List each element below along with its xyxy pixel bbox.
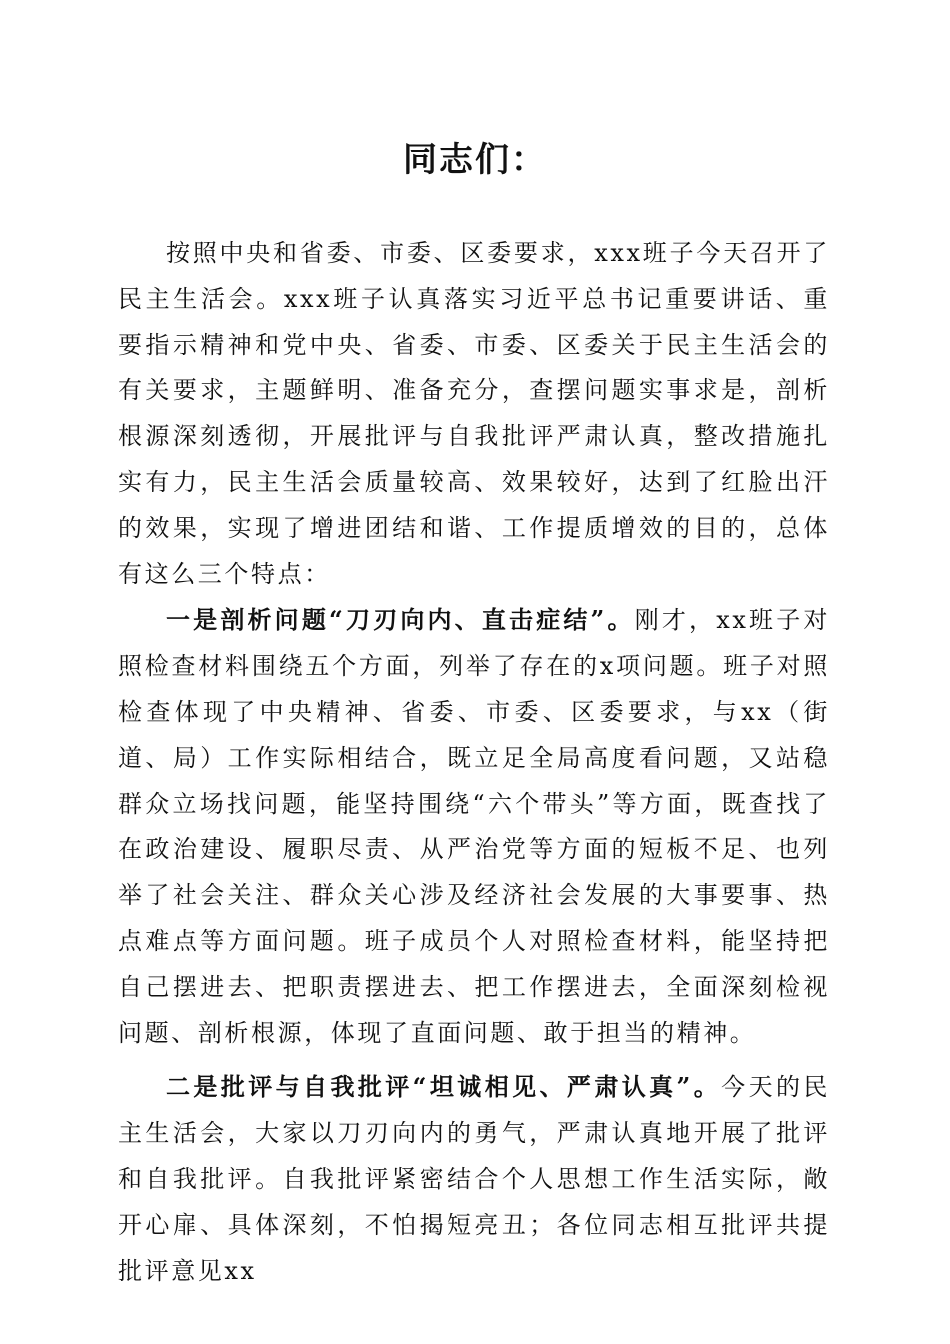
paragraph-point-one <box>118 597 830 1056</box>
paragraph-lead: 二是批评与自我批评“坦诚相见、严肃认真”。 <box>166 1072 722 1102</box>
page-title: 同志们： <box>403 140 547 180</box>
paragraph-text: 今天的民主生活会，大家以刀刃向内的勇气，严肃认真地开展了批评和自我批评。自我批评紧密结合个人思想工作生活实际，敞开心扉、具体深刻，不怕揭短亮丑；各位同志相互批评共提批评意见xx <box>118 1073 830 1285</box>
document-body <box>118 230 830 1294</box>
paragraph-intro <box>118 230 830 597</box>
paragraph-text: 刚才，xx班子对照检查材料围绕五个方面，列举了存在的x项问题。班子对照检查体现了中央精神、省委、市委、区委要求，与xx（街道、局）工作实际相结合，既立足全局高度看问题，又站稳群众立场找问题，能坚持围绕“六个带头”等方面，既查找了在政治建设、履职尽责、从严治党等方面的短板不足、也列举了社会关注、群众关心涉及经济社会发展的大事要事、热点难点等方面问题。班子成员个人对照检查材料，能坚持把自己摆进去、把职责摆进去、把工作摆进去，全面深刻检视问题、剖析根源，体现了直面问题、敢于担当的精神。 <box>118 606 830 1047</box>
paragraph-point-two <box>118 1064 830 1294</box>
paragraph-text: 按照中央和省委、市委、区委要求，xxx班子今天召开了民主生活会。xxx班子认真落实习近平总书记重要讲话、重要指示精神和党中央、省委、市委、区委关于民主生活会的有关要求，主题鲜明、准备充分，查摆问题实事求是，剖析根源深刻透彻，开展批评与自我批评严肃认真，整改措施扎实有力，民主生活会质量较高、效果较好，达到了红脸出汗的效果，实现了增进团结和谐、工作提质增效的目的，总体有这么三个特点： <box>118 239 830 588</box>
paragraph-lead: 一是剖析问题“刀刃向内、直击症结”。 <box>166 605 635 635</box>
